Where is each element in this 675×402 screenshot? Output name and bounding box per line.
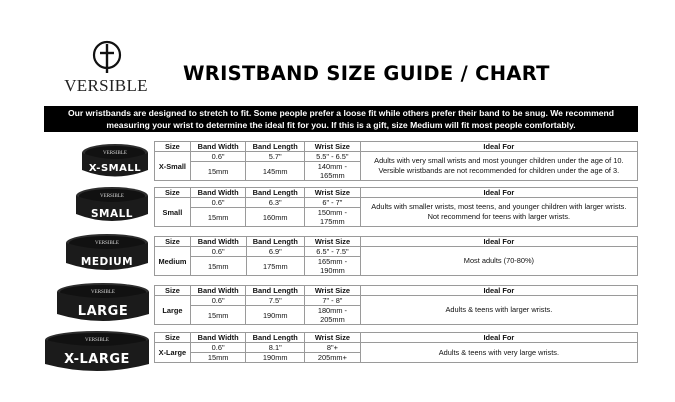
band-large-image: [53, 280, 153, 326]
size-table-small: [154, 187, 638, 227]
band-size-label: MEDIUM: [80, 256, 134, 268]
size-table-medium: [154, 236, 638, 276]
band-length-mm: 160mm: [246, 208, 305, 227]
band-medium-image: [62, 231, 152, 275]
band-x-small-image: [78, 141, 152, 181]
size-name: X-Small: [155, 152, 191, 181]
band-width-mm: 15mm: [190, 353, 246, 363]
header-band-length: Band Length: [246, 333, 305, 343]
table-row: [155, 152, 638, 162]
header-size: Size: [155, 188, 191, 198]
header-size: Size: [155, 237, 191, 247]
header-band-width: Band Width: [190, 188, 246, 198]
band-width-inches: 0.6": [190, 296, 246, 306]
header-ideal-for: Ideal For: [360, 286, 637, 296]
wrist-size-mm: 165mm - 190mm: [305, 257, 361, 276]
wrist-size-mm: 150mm - 175mm: [305, 208, 361, 227]
table-header-row: [155, 237, 638, 247]
ideal-for: [360, 152, 637, 181]
ideal-for: Most adults (70-80%): [360, 247, 637, 276]
header-band-length: Band Length: [246, 188, 305, 198]
band-length-inches: 6.3": [246, 198, 305, 208]
band-width-inches: 0.6": [190, 152, 246, 162]
band-brand-text: VERSIBLE: [103, 151, 127, 156]
header-wrist-size: Wrist Size: [305, 286, 361, 296]
band-brand-text: VERSIBLE: [85, 338, 109, 343]
intro-line-1: Our wristbands are designed to stretch to fit. Some people prefer a loose fit while others prefer their band to be snug. We recommend: [67, 108, 615, 118]
intro-banner: [44, 106, 638, 132]
size-table-x-small: [154, 141, 638, 181]
intro-line-2: measuring your wrist to determine the ideal fit for you. If this is a gift, size Medium will fit most people comfortably.: [106, 120, 576, 130]
header-band-width: Band Width: [190, 286, 246, 296]
band-size-label: SMALL: [90, 208, 134, 220]
wrist-size-inches: 5.5" - 6.5": [305, 152, 361, 162]
page-title: WRISTBAND SIZE GUIDE / CHART: [183, 62, 550, 85]
band-length-mm: 145mm: [246, 162, 305, 181]
band-width-mm: 15mm: [190, 162, 246, 181]
size-table-x-large: [154, 332, 638, 363]
ideal-for: Adults & teens with very large wrists.: [360, 343, 637, 363]
ideal-for-line-1: Adults with very small wrists and most younger children under the age of 10.: [374, 156, 624, 165]
wristband-x-small-icon: [78, 141, 152, 181]
size-name: Large: [155, 296, 191, 325]
band-small-image: [72, 184, 152, 226]
header-size: Size: [155, 286, 191, 296]
table-row: [155, 247, 638, 257]
band-length-mm: 190mm: [246, 306, 305, 325]
header-size: Size: [155, 333, 191, 343]
band-length-inches: 7.5": [246, 296, 305, 306]
size-name: Small: [155, 198, 191, 227]
table-row: [155, 296, 638, 306]
header-ideal-for: Ideal For: [360, 188, 637, 198]
band-x-large-image: [41, 328, 153, 376]
wrist-size-mm: 140mm - 165mm: [305, 162, 361, 181]
band-size-label: LARGE: [77, 304, 129, 319]
table-header-row: [155, 286, 638, 296]
band-width-inches: 0.6": [190, 247, 246, 257]
versible-logo: [58, 40, 154, 102]
header-wrist-size: Wrist Size: [305, 333, 361, 343]
band-size-label: X-SMALL: [88, 163, 142, 174]
size-name: X-Large: [155, 343, 191, 363]
header-band-width: Band Width: [190, 237, 246, 247]
band-length-inches: 8.1": [246, 343, 305, 353]
band-width-mm: 15mm: [190, 208, 246, 227]
wrist-size-mm: 180mm - 205mm: [305, 306, 361, 325]
band-length-inches: 5.7": [246, 152, 305, 162]
band-size-label: X-LARGE: [64, 352, 130, 367]
band-brand-text: VERSIBLE: [95, 241, 119, 246]
header-wrist-size: Wrist Size: [305, 237, 361, 247]
band-length-mm: 175mm: [246, 257, 305, 276]
band-width-inches: 0.6": [190, 343, 246, 353]
table-row: [155, 198, 638, 208]
band-length-inches: 6.9": [246, 247, 305, 257]
header-band-length: Band Length: [246, 142, 305, 152]
size-table-large: [154, 285, 638, 325]
wrist-size-inches: 6.5" - 7.5": [305, 247, 361, 257]
header-wrist-size: Wrist Size: [305, 188, 361, 198]
header-wrist-size: Wrist Size: [305, 142, 361, 152]
band-brand-text: VERSIBLE: [100, 194, 124, 199]
table-header-row: [155, 142, 638, 152]
header-ideal-for: Ideal For: [360, 333, 637, 343]
wrist-size-inches: 7" - 8": [305, 296, 361, 306]
band-width-mm: 15mm: [190, 306, 246, 325]
wristband-medium-icon: [62, 231, 152, 275]
table-header-row: [155, 188, 638, 198]
wrist-size-inches: 8"+: [305, 343, 361, 353]
band-length-mm: 190mm: [246, 353, 305, 363]
logo-wordmark: VERSIBLE: [64, 76, 148, 95]
band-width-inches: 0.6": [190, 198, 246, 208]
table-header-row: [155, 333, 638, 343]
ideal-for: [360, 198, 637, 227]
wristband-large-icon: [53, 280, 153, 326]
wrist-size-inches: 6" - 7": [305, 198, 361, 208]
header-ideal-for: Ideal For: [360, 142, 637, 152]
header-band-width: Band Width: [190, 333, 246, 343]
ideal-for-line-1: Adults with smaller wrists, most teens, and younger children with larger wrists.: [371, 202, 627, 211]
wrist-size-mm: 205mm+: [305, 353, 361, 363]
size-name: Medium: [155, 247, 191, 276]
header-size: Size: [155, 142, 191, 152]
header-band-length: Band Length: [246, 237, 305, 247]
cross-circle-logo-icon: [92, 40, 122, 74]
band-brand-text: VERSIBLE: [91, 290, 115, 295]
header-band-width: Band Width: [190, 142, 246, 152]
ideal-for: Adults & teens with larger wrists.: [360, 296, 637, 325]
header-ideal-for: Ideal For: [360, 237, 637, 247]
table-row: [155, 343, 638, 353]
band-width-mm: 15mm: [190, 257, 246, 276]
header-band-length: Band Length: [246, 286, 305, 296]
ideal-for-line-2: Versible wristbands are not recommended for children under the age of 3.: [378, 166, 620, 175]
ideal-for-line-2: Not recommend for teens with larger wrists.: [427, 212, 571, 221]
